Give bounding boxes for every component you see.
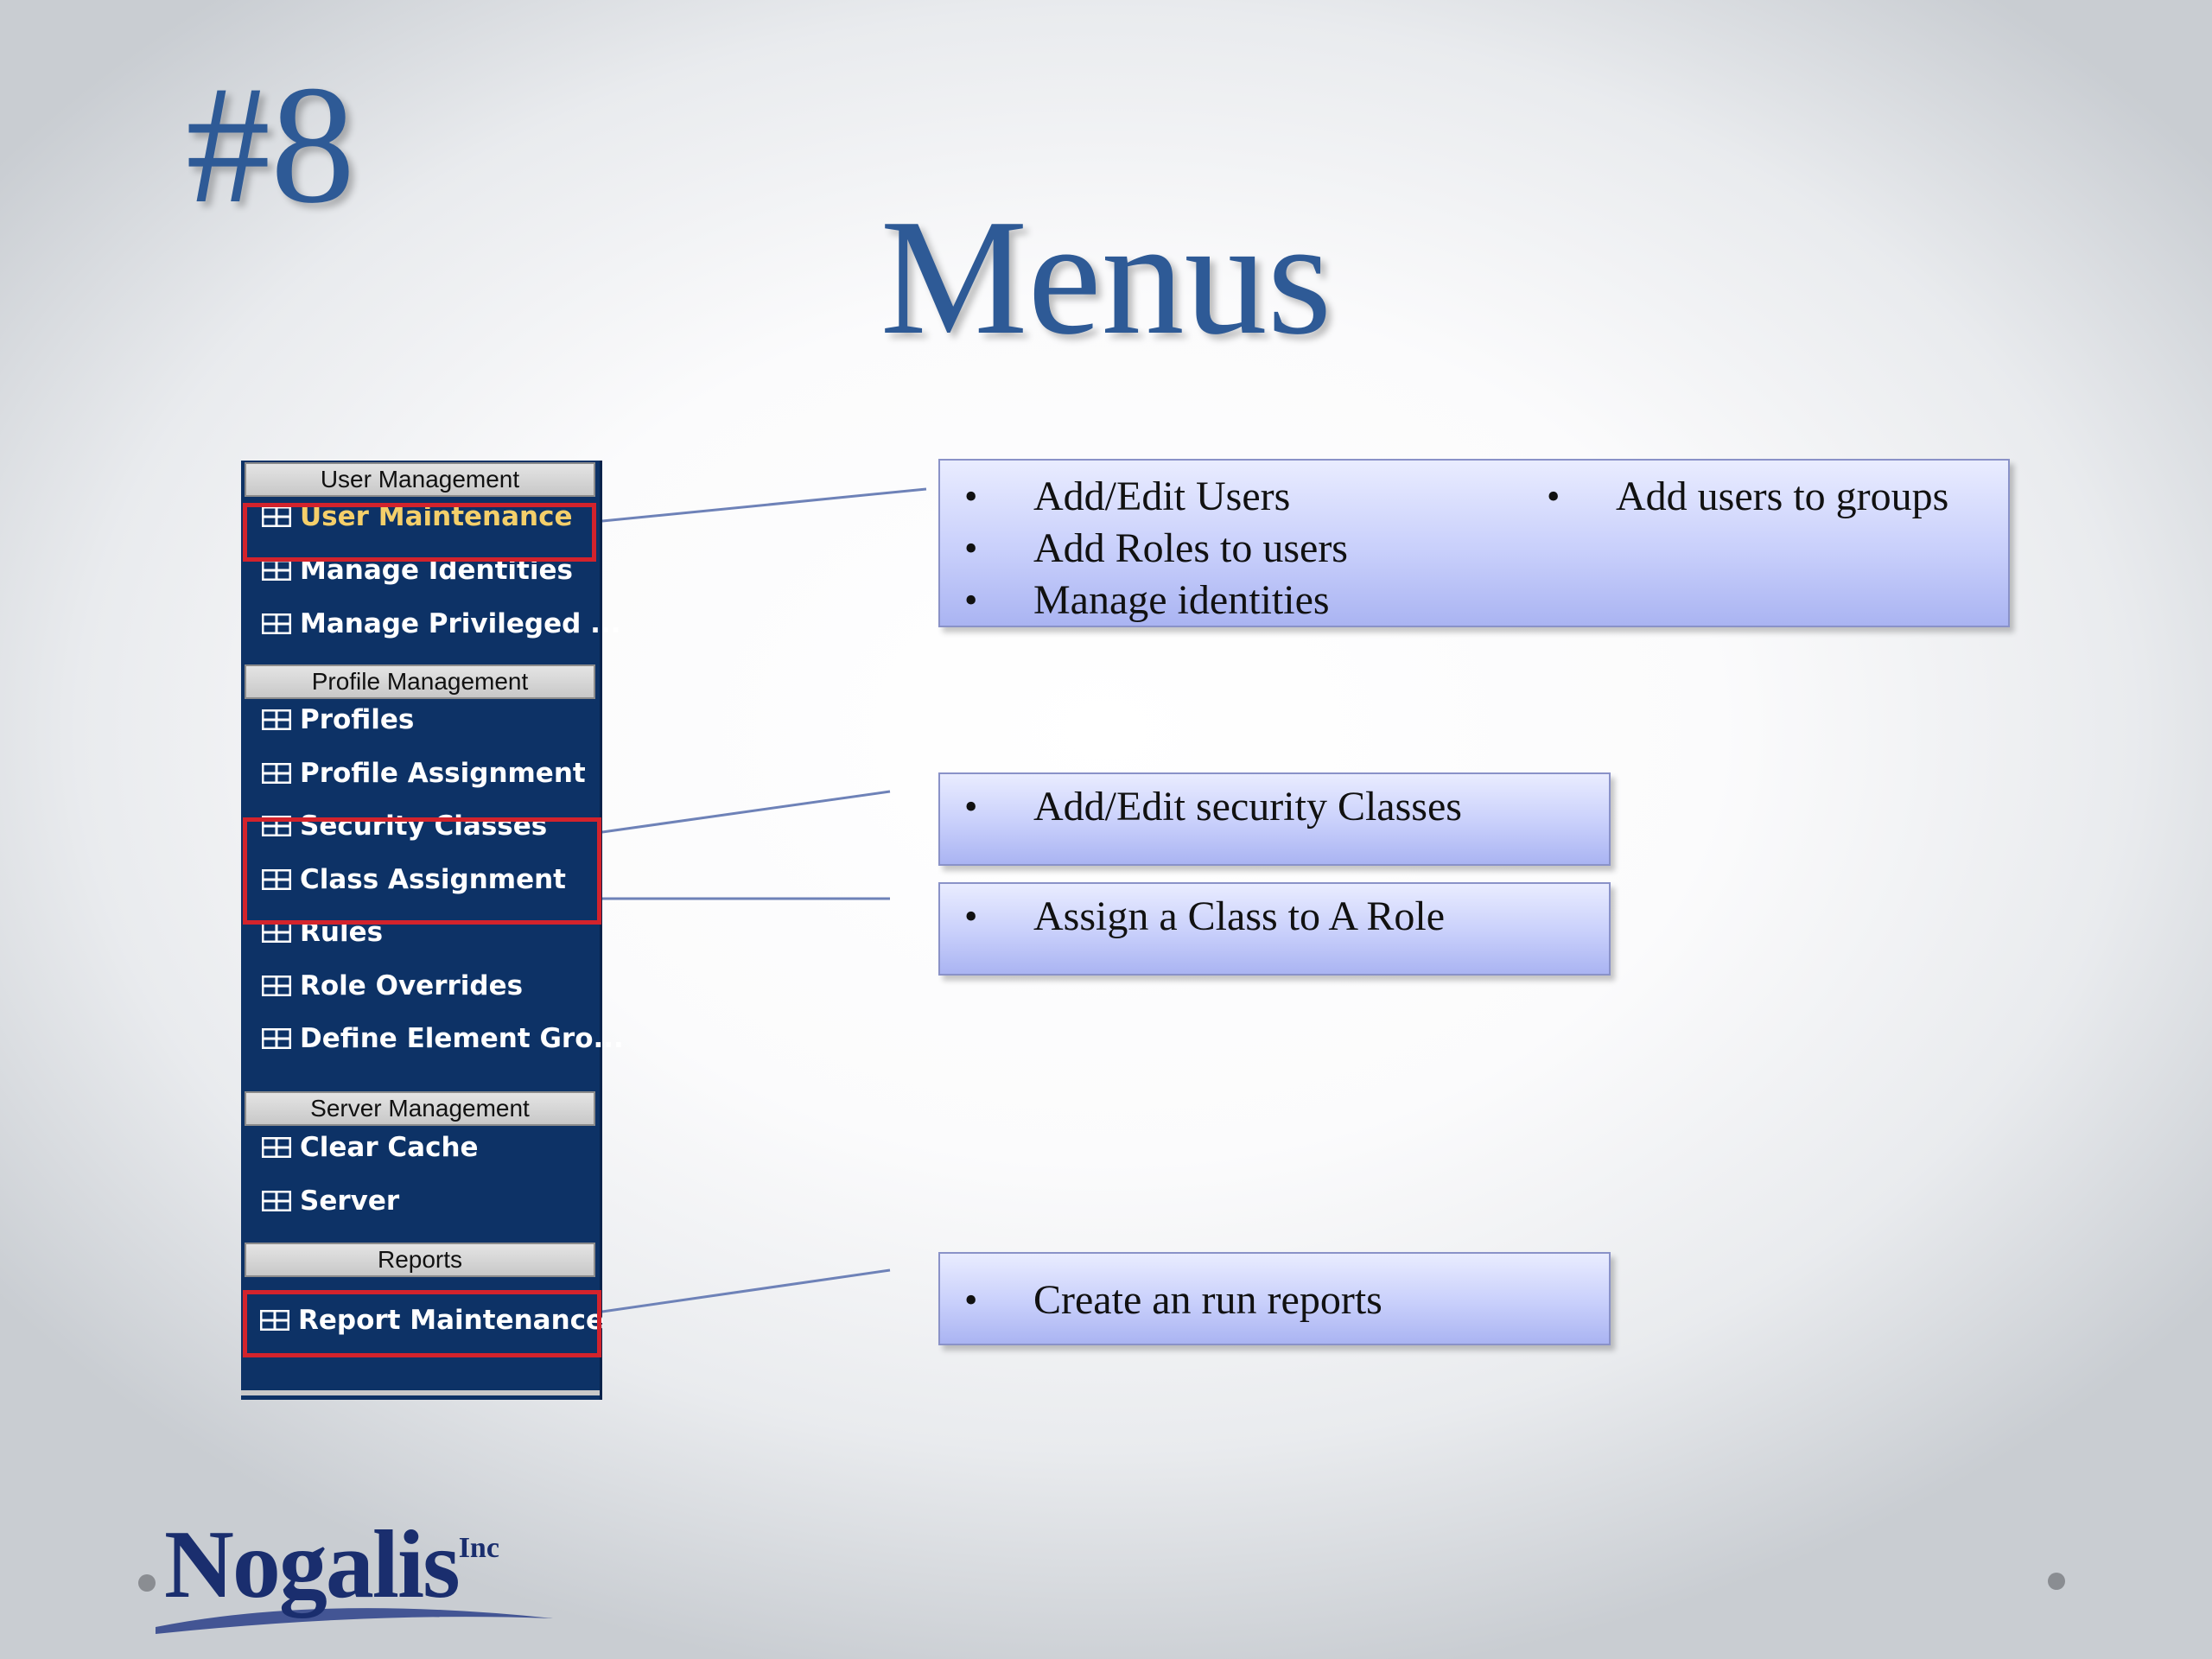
menu-item-manage-privileged[interactable] [262,602,620,645]
callout-bullet: • Manage identities [940,575,2008,626]
callout-bullet: • Add Roles to users [940,523,2008,575]
menu-item-label: Manage Identities [300,555,573,586]
connector-users [602,489,926,521]
logo-suffix: Inc [458,1532,499,1564]
menu-item-clear-cache[interactable] [262,1126,479,1169]
menu-item-label: Profile Assignment [300,758,586,789]
grid-icon [262,763,291,784]
connector-reports [602,1270,890,1312]
grid-icon [262,709,291,730]
menu-item-profiles[interactable] [262,698,414,741]
slide-dot-left [138,1574,156,1592]
callout-security-classes [938,772,1611,866]
grid-icon [262,1137,291,1158]
callout-bullet: • Add users to groups [1522,471,1948,523]
menu-item-label: Class Assignment [300,864,566,895]
section-profile-management[interactable]: Profile Management [245,664,595,699]
menu-item-label: Manage Privileged ... [300,608,621,639]
callout-report-maintenance [938,1252,1611,1345]
connector-security [602,791,890,832]
section-user-management[interactable]: User Management [245,462,595,497]
slide-dot-right [2048,1573,2065,1590]
menu-item-server[interactable] [262,1179,399,1223]
menu-item-label: User Maintenance [300,501,573,532]
company-logo [164,1511,499,1618]
menu-item-label: Report Maintenance [298,1305,605,1336]
menu-item-label: Profiles [300,704,415,735]
slide-title: Menus [880,185,1332,369]
grid-icon [262,1191,291,1211]
callout-bullet: • Add/Edit security Classes [940,781,1609,833]
menu-item-profile-assignment[interactable] [262,752,586,795]
callout-bullet: • Add/Edit Users [940,471,2008,523]
grid-icon [262,1028,291,1049]
grid-icon [262,922,291,943]
grid-icon [262,560,291,581]
menu-item-role-overrides[interactable] [262,964,523,1007]
panel-bottom-border [241,1390,600,1395]
grid-icon [262,613,291,634]
callout-bullet: • Create an run reports [940,1274,1609,1326]
highlight-report-maintenance [243,1290,601,1357]
callout-user-maintenance [938,459,2010,627]
highlight-security-class [243,817,601,925]
menu-item-label: Clear Cache [300,1132,479,1163]
callout-bullet: • Assign a Class to A Role [940,891,1609,943]
menu-item-label: Define Element Gro... [300,1023,624,1054]
menu-item-label: Role Overrides [300,970,524,1001]
admin-menu-panel [241,461,624,1400]
logo-name: Nogalis [164,1511,459,1618]
section-reports[interactable]: Reports [245,1243,595,1277]
callout-class-assignment [938,882,1611,976]
highlight-user-maintenance [243,503,596,562]
grid-icon [262,976,291,996]
menu-item-label: Rules [300,917,384,948]
menu-item-define-element-groups[interactable] [262,1017,624,1060]
slide-number: #8 [186,51,355,238]
menu-item-label: Server [300,1185,400,1217]
menu-item-label: Security Classes [300,810,548,842]
section-server-management[interactable]: Server Management [245,1091,595,1126]
